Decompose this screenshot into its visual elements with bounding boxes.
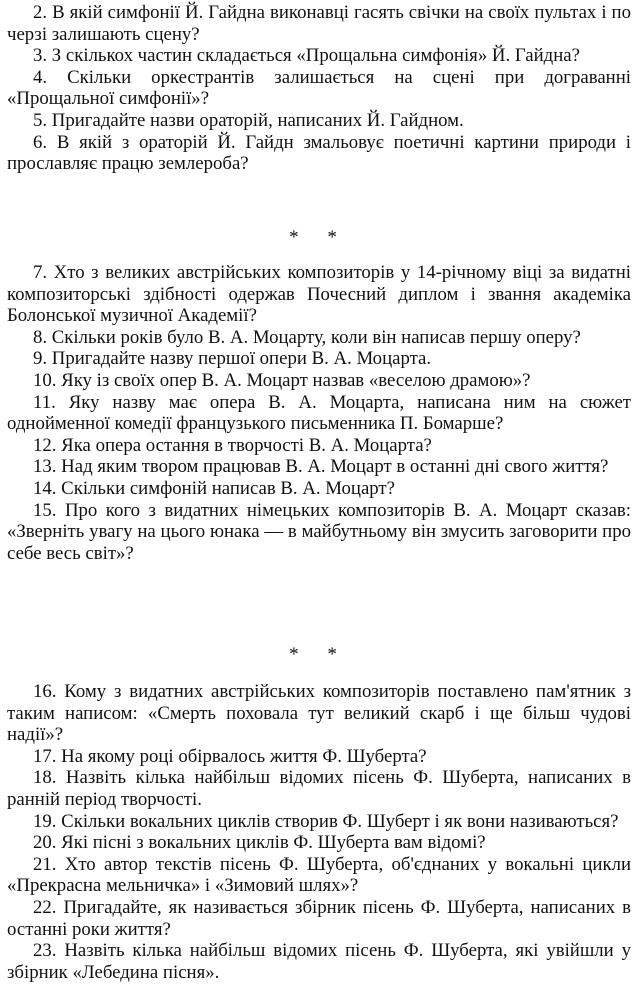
question-9: 9. Пригадайте назву першої опери В. А. Моцарта.: [33, 348, 432, 370]
question-16: 16. Кому з видатних австрійських композиторів поставлено пам'ятник з таким написом: «Смерть поховала тут великий скарб і ще більш чудові надії»?: [7, 681, 631, 746]
question-20: 20. Які пісні з вокальних циклів Ф. Шуберта вам відомі?: [33, 832, 486, 854]
question-12: 12. Яка опера остання в творчості В. А. Моцарта?: [33, 434, 432, 456]
question-10: 10. Яку із своїх опер В. А. Моцарт назвав «веселою драмою»?: [33, 369, 531, 391]
question-14: 14. Скільки симфоній написав В. А. Моцарт?: [33, 477, 395, 499]
question-21: 21. Хто автор текстів пісень Ф. Шуберта, об'єднаних у вокальні цикли «Прекрасна мельничка» і «Зимовий шлях»?: [7, 853, 631, 897]
question-11: 11. Яку назву має опера В. А. Моцарта, написана ним на сюжет однойменної комедії французького письменника П. Бомарше?: [7, 391, 631, 435]
section-schubert: [0, 681, 638, 983]
section-separator: * *: [289, 227, 349, 248]
question-7: 7. Хто з великих австрійських композиторів у 14-річному віці за видатні композиторські здібності одержав Почесний диплом і звання академіка Болонської музичної Академії?: [7, 262, 631, 327]
question-2: 2. В якій симфонії Й. Гайдна виконавці гасять свічки на своїх пультах і по черзі залишають сцену?: [7, 2, 631, 45]
section-separator: * *: [289, 644, 349, 665]
question-18: 18. Назвіть кілька найбільш відомих пісень Ф. Шуберта, написаних в ранній період творчості.: [7, 767, 631, 810]
section-mozart: [0, 262, 638, 564]
question-23: 23. Назвіть кілька найбільш відомих пісень Ф. Шуберта, які увійшли у збірник «Лебедина пісня».: [7, 940, 631, 983]
section-haydn: [0, 2, 638, 175]
question-8: 8. Скільки років було В. А. Моцарту, коли він написав першу оперу?: [33, 326, 581, 348]
question-6: 6. В якій з ораторій Й. Гайдн змальовує поетичні картини природи і прославляє працю землероба?: [7, 131, 631, 175]
question-15: 15. Про кого з видатних німецьких композиторів В. А. Моцарт сказав: «Зверніть увагу на цього юнака — в майбутньому він змусить заговорити про себе весь світ»?: [7, 499, 631, 564]
question-19: 19. Скільки вокальних циклів створив Ф. Шуберт і як вони називаються?: [33, 810, 619, 832]
question-17: 17. На якому році обірвалось життя Ф. Шуберта?: [33, 745, 427, 767]
question-22: 22. Пригадайте, як називається збірник пісень Ф. Шуберта, написаних в останні роки життя?: [7, 896, 631, 940]
question-3: 3. З скількох частин складається «Прощальна симфонія» Й. Гайдна?: [33, 45, 580, 67]
question-13: 13. Над яким твором працював В. А. Моцарт в останні дні свого життя?: [33, 456, 609, 478]
question-4: 4. Скільки оркестрантів залишається на сцені при дограванні «Прощальної симфонії»?: [7, 66, 631, 110]
question-5: 5. Пригадайте назви ораторій, написаних Й. Гайдном.: [33, 109, 464, 131]
